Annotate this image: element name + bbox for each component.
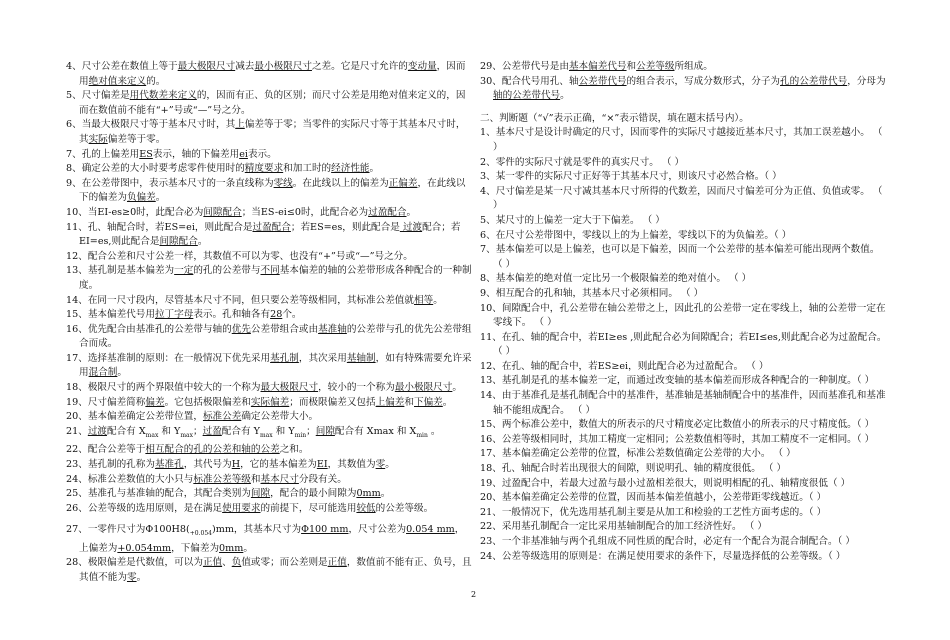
question-text: 。 <box>243 542 253 554</box>
question-number: 18、 <box>66 382 88 394</box>
answer-blank: 正值 <box>202 557 223 569</box>
question-text: 基本偏差代号用 <box>87 309 155 321</box>
answer-blank: 负偏差 <box>126 192 156 204</box>
judgement-question <box>480 389 888 418</box>
judgement-question <box>480 185 888 214</box>
answer-blank: ES <box>139 148 153 160</box>
answer-blank: 公差等级 <box>636 61 675 72</box>
question-text: 在尺寸公差带图中，零线以上的为上偏差，零线以下的为负偏差。（ ） <box>495 229 792 241</box>
question-text: 的公差等级。 <box>375 502 434 514</box>
judgement-questions <box>480 126 888 564</box>
question-text: ，较小的一个称为 <box>318 382 395 394</box>
judgement-question <box>480 156 888 171</box>
question-number: 15、 <box>66 309 88 321</box>
question-text: 的公差带与孔的优先公差带组合而成。 <box>79 323 472 350</box>
fill-in-question <box>66 425 472 444</box>
question-number: 11、 <box>480 331 502 343</box>
answer-blank: 混合制 <box>88 367 118 379</box>
question-text: 。 <box>433 294 443 306</box>
question-text: 公差等级的选用原则，是在满足 <box>87 502 223 514</box>
question-number: 24、 <box>66 473 88 485</box>
question-number: 11、 <box>66 221 88 233</box>
question-number: 23、 <box>480 536 502 547</box>
question-text: 孔、轴配合时若出现很大的间隙，则说明孔、轴的精度很低。 （ ） <box>501 463 787 475</box>
question-text: 。 <box>452 382 462 394</box>
question-text: 的，因而有正、负的区别；而尺寸公差是用绝对值来定义的，因而在数值前不能有“+”号或“—”号之分。 <box>79 90 466 116</box>
subscript: max <box>259 431 273 439</box>
answer-blank: EI <box>316 458 328 470</box>
question-text: ；若ES=es，则此配合是 <box>290 221 400 233</box>
question-number: 14、 <box>66 294 88 306</box>
question-text: 极限偏差是代数值，可以为 <box>87 557 203 569</box>
question-number: 21、 <box>480 506 502 518</box>
judgement-question <box>480 229 888 244</box>
question-text: 值或零；而公差则是 <box>241 557 328 569</box>
question-text: 基本偏差确定公差带的位置，因而基本偏差值越小，公差带距零线越近。（ ） <box>501 492 827 504</box>
question-text: 确定公差带大小。 <box>241 411 319 423</box>
question-number: 8、 <box>66 163 82 175</box>
question-text: ； <box>306 425 316 437</box>
question-text: 分段有关。 <box>298 473 347 485</box>
answer-blank: 轴的公差带代号 <box>493 90 561 102</box>
fill-in-blank-continued <box>480 60 888 104</box>
question-number: 8、 <box>480 273 496 285</box>
answer-blank: 过盈配合 <box>368 206 407 218</box>
question-text: 尺寸公差在数值上等于 <box>81 61 178 72</box>
fill-in-question <box>66 148 472 163</box>
question-text: 配合有 Xmax 和 X <box>334 425 417 437</box>
question-text: 采用基孔制配合一定比采用基轴制配合的加工经济性好。 （ ） <box>501 521 767 533</box>
question-text: ，其次采用 <box>298 352 347 364</box>
fill-in-question <box>66 523 472 556</box>
question-text: ，分母为 <box>847 75 886 87</box>
question-text: 在孔、轴的配合中，若EI≥es ,则此配合必为间隙配合；若EI≤es,则此配合必为过盈配合。 （ ） <box>493 331 887 358</box>
question-number: 24、 <box>480 550 502 562</box>
answer-blank: Φ100 mm <box>301 524 349 536</box>
question-text: 配合有 X <box>107 425 146 437</box>
answer-blank: 零 <box>375 458 386 470</box>
answer-blank: 正偏差 <box>388 177 418 189</box>
answer-blank: 上偏差 <box>375 396 405 408</box>
fill-in-question <box>66 323 472 352</box>
question-number: 19、 <box>480 477 502 489</box>
judgement-question <box>480 433 888 448</box>
answer-blank: 基准孔 <box>154 458 184 470</box>
question-text: 基本偏差确定公差带位置， <box>87 411 203 423</box>
answer-blank: 最大极限尺寸 <box>177 61 236 72</box>
fill-in-question <box>480 75 888 104</box>
question-text: 和加工时的 <box>283 163 332 175</box>
question-text: 一零件尺寸为Φ100H8( <box>87 524 190 536</box>
judgement-question <box>480 287 888 302</box>
question-number: 19、 <box>66 396 88 408</box>
answer-blank: 0mm <box>356 488 381 500</box>
question-text: 确定公差的大小时要考虑零件使用时的 <box>81 163 245 175</box>
question-number: 16、 <box>66 323 88 335</box>
fill-in-question <box>66 118 472 147</box>
answer-blank: 精度要求 <box>244 163 284 175</box>
question-number: 16、 <box>480 433 502 445</box>
question-number: 2、 <box>480 156 496 168</box>
answer-blank: 相互配合的孔的公差和轴的公差 <box>145 444 280 456</box>
question-text: 。 <box>406 206 417 218</box>
judgement-question <box>480 550 888 565</box>
answer-blank: 零线 <box>273 177 293 189</box>
question-text: 孔的上偏差用 <box>81 148 140 160</box>
question-text: ； <box>193 425 203 437</box>
question-text: 之差。它是尺寸允许的 <box>311 61 408 72</box>
question-number: 30、 <box>480 75 502 87</box>
answer-blank: 最小极限尺寸 <box>394 382 453 394</box>
question-text: 和 <box>626 61 637 72</box>
page-number: 2 <box>471 590 477 599</box>
answer-blank: 基本偏差代号 <box>568 61 627 72</box>
question-number: 18、 <box>480 463 502 475</box>
fill-in-question <box>66 294 472 309</box>
judgement-question <box>480 302 888 331</box>
answer-blank: 下偏差 <box>414 396 443 408</box>
question-text: 配合代号用孔、轴 <box>501 75 579 87</box>
fill-in-question <box>66 89 472 118</box>
fill-in-question <box>66 473 472 488</box>
answer-blank: 一定 <box>174 265 194 277</box>
judgement-question <box>480 243 888 272</box>
answer-blank: 优先 <box>231 323 251 335</box>
fill-in-question <box>66 502 472 517</box>
answer-blank: 实际偏差 <box>250 396 290 408</box>
answer-blank: 标准公差 <box>202 411 242 423</box>
question-text: 表示。孔和轴各有 <box>193 309 271 321</box>
question-text: 由于基准孔是基孔制配合中的基准件，基准轴是基轴制配合中的基准件，因而基准孔和基准轴不能组成配合。 （ ） <box>493 390 886 416</box>
answer-blank: 基轴制 <box>346 352 376 364</box>
judgement-question <box>480 520 888 535</box>
question-text: 公差等级选用的原则是：在满足使用要求的条件下，尽量选择低的公差等级。（ ） <box>501 550 846 562</box>
answer-blank: 变动量 <box>407 61 437 72</box>
question-text: 的前提下，尽可能选用 <box>260 502 357 514</box>
answer-blank: 拉丁字母 <box>154 309 194 321</box>
question-number: 13、 <box>66 265 88 277</box>
question-text: ；当ES-ei≤0时，此配合必为 <box>241 206 369 218</box>
question-text: 基孔制是孔的基本偏差一定，而通过改变轴的基本偏差而形成各种配合的一种制度。（ ） <box>501 375 875 387</box>
answer-blank: 最小极限尺寸 <box>254 61 312 72</box>
subscript: min <box>416 431 428 439</box>
answer-blank: ei <box>239 148 248 160</box>
answer-blank: 间隙 <box>315 425 335 437</box>
answer-blank: 过盈配合 <box>252 221 291 233</box>
question-text: 。 <box>197 236 208 248</box>
fill-in-question <box>480 60 888 75</box>
fill-in-question <box>66 458 472 473</box>
judgement-question <box>480 214 888 229</box>
question-text: ；而极限偏差又包括 <box>289 396 376 408</box>
question-number: 6、 <box>66 119 82 131</box>
fill-in-question <box>66 381 472 396</box>
question-text: 。 <box>155 192 166 204</box>
subscript: max <box>180 431 194 439</box>
question-text: 孔、轴配合时，若ES=ei，则此配合是 <box>87 221 253 233</box>
question-text: 在公差带图中，表示基本尺寸的一条直线称为 <box>81 177 274 189</box>
question-text: 某尺寸的上偏差一定大于下偏差。 （ ） <box>495 214 665 226</box>
question-text: 标准公差数值的大小只与 <box>87 473 194 485</box>
question-text: 和 Y <box>272 425 295 437</box>
question-text: ，其代号为 <box>183 458 232 470</box>
question-number: 22、 <box>480 521 502 533</box>
fill-in-question <box>66 443 472 458</box>
question-text: 公差带组合或由 <box>250 323 319 335</box>
question-text: 零件的实际尺寸就是零件的真实尺寸。 （ ） <box>495 156 685 168</box>
judgement-question <box>480 272 888 287</box>
answer-blank: 0mm <box>219 542 244 554</box>
question-text: ，其数值为 <box>327 458 376 470</box>
question-text: 偏差等于零；当零件的实际尺寸等于其基本尺寸时，其 <box>79 119 466 145</box>
question-text: 公差等级相同时，其加工精度一定相同；公差数值相等时，其加工精度不一定相同。（ ） <box>501 433 875 445</box>
question-text: 的孔的公差带与 <box>193 265 261 277</box>
question-text: 在同一尺寸段内，尽管基本尺寸不同，但只要公差等级相同，其标准公差值就 <box>87 294 414 306</box>
answer-blank: 28 <box>270 309 283 321</box>
judgement-question <box>480 418 888 433</box>
answer-blank: 绝对值来定义 <box>88 75 147 87</box>
answer-blank: 基准轴 <box>318 323 347 335</box>
question-text: 的。 <box>146 75 166 87</box>
question-text: 一个非基准轴与两个孔组成不同性质的配合时，必定有一个配合为混合制配合。（ ） <box>501 536 856 547</box>
question-number: 22、 <box>66 444 88 456</box>
question-text: 。在此线以上的偏差为 <box>292 177 389 189</box>
question-text: 某一零件的实际尺寸正好等于其基本尺寸，则该尺寸必然合格。（ ） <box>495 171 782 183</box>
question-text: 过盈配合中，若最大过盈与最小过盈相差很大，则说明相配的孔、轴精度很低（ ） <box>501 477 851 489</box>
question-number: 12、 <box>480 360 502 372</box>
question-text: 减去 <box>235 61 255 72</box>
question-text: 一般情况下，优先选用基孔制主要是从加工和检验的工艺性方面考虑的。（ ） <box>501 506 827 518</box>
question-text: 和 <box>404 396 414 408</box>
question-text: 。 <box>385 458 395 470</box>
question-text: 基本偏差确定公差带的位置，标准公差数值确定公差带的大小。 （ ） <box>501 448 796 460</box>
answer-blank: 用代数差来定义 <box>129 90 197 102</box>
question-text: 之和。 <box>279 444 309 456</box>
question-text: 。它包括极限偏差和 <box>164 396 251 408</box>
judgement-question <box>480 535 888 550</box>
judgement-question <box>480 360 888 375</box>
answer-blank: 间隙配合 <box>159 236 198 248</box>
question-number: 9、 <box>480 287 496 299</box>
fill-in-question <box>66 221 472 250</box>
judgement-question <box>480 477 888 492</box>
answer-blank: 过盈 <box>202 425 222 437</box>
question-text: 基本尺寸是设计时确定的尺寸，因而零件的实际尺寸越接近基本尺寸，其加工误差越小。 （ ） <box>493 127 883 153</box>
question-text: 在孔、轴的配合中，若ES≥ei，则此配合必为过盈配合。 （ ） <box>501 360 769 372</box>
answer-blank: 0.054 mm <box>406 524 455 536</box>
fill-in-question <box>66 162 472 177</box>
judgement-question <box>480 491 888 506</box>
question-text: 。 <box>380 488 391 500</box>
question-text: 配合；若EI=es,则此配合是 <box>79 221 461 248</box>
question-text: 间隙配合中，孔公差带在轴公差带之上，因此孔的公差带一定在零线上，轴的公差带一定在零线下。 （ ） <box>493 302 886 329</box>
subscript: max <box>145 431 159 439</box>
judgement-question <box>480 374 888 389</box>
judgement-question <box>480 126 888 155</box>
question-number: 26、 <box>66 502 88 514</box>
question-number: 10、 <box>66 206 88 218</box>
answer-blank: 上 <box>235 119 245 131</box>
right-column <box>480 60 888 564</box>
question-text: 优先配合由基准孔的公差带与轴的 <box>87 323 232 335</box>
answer-blank: 公差带代号 <box>578 75 627 87</box>
question-text: 。 <box>136 572 147 583</box>
fill-in-question <box>66 177 472 206</box>
question-text: 。 <box>117 367 127 379</box>
question-number: 9、 <box>66 177 82 189</box>
fill-in-question <box>66 352 472 381</box>
question-text: 配合公差等于 <box>87 444 146 456</box>
answer-blank: 最大极限尺寸 <box>260 382 319 394</box>
answer-blank: 偏差 <box>145 396 165 408</box>
question-text: 和 <box>250 473 261 485</box>
answer-blank: 零 <box>126 572 137 583</box>
subscript: +0.054 <box>189 530 212 538</box>
question-text: 。 <box>442 396 453 408</box>
question-text: 公差带代号是由 <box>501 61 569 72</box>
question-text: 和 Y <box>158 425 181 437</box>
answer-blank: 孔的公差带代号 <box>780 75 848 87</box>
answer-blank: 使用要求 <box>222 502 261 514</box>
question-text: 选择基准制的原则：在一般情况下优先采用 <box>87 352 271 364</box>
question-text: ，数值前不能有正、负号，且其值不能为 <box>79 557 472 583</box>
question-text: ，尺寸公差为 <box>348 524 407 536</box>
answer-blank: 负 <box>231 557 242 569</box>
judgement-question <box>480 331 888 360</box>
fill-in-question <box>66 308 472 323</box>
question-number: 21、 <box>66 425 88 437</box>
question-number: 4、 <box>66 61 82 72</box>
question-text: 基准孔与基准轴的配合，其配合类别为 <box>87 488 251 500</box>
answer-blank: 间隙 <box>250 488 271 500</box>
question-number: 3、 <box>480 171 496 183</box>
question-text: 所组成。 <box>674 61 713 72</box>
question-number: 29、 <box>480 61 502 72</box>
question-text: 两个标准公差中，数值大的所表示的尺寸精度必定比数值小的所表示的尺寸精度低。（ ） <box>501 419 875 431</box>
question-text: 尺寸偏差是 <box>81 90 130 102</box>
answer-blank: 间隙配合 <box>203 206 242 218</box>
fill-in-question <box>66 206 472 221</box>
fill-in-question <box>66 60 472 89</box>
left-column <box>66 60 472 586</box>
fill-in-question <box>66 556 472 585</box>
question-text: 基本偏差的绝对值一定比另一个极限偏差的绝对值小。 （ ） <box>495 273 752 285</box>
fill-in-question <box>66 250 472 265</box>
answer-blank: 相等 <box>414 294 434 306</box>
question-number: 28、 <box>66 557 88 569</box>
judgement-question <box>480 462 888 477</box>
answer-blank: 经济性能 <box>331 163 370 175</box>
question-number: 10、 <box>480 302 502 314</box>
fill-in-question <box>66 264 472 293</box>
question-text: 表示，轴的下偏差用 <box>152 148 240 160</box>
question-text: 当EI-es≥0时，此配合必为 <box>87 206 204 218</box>
question-number: 17、 <box>66 352 88 364</box>
question-text: 基本偏差的轴的公差带形成各种配合的一种制度。 <box>79 265 472 291</box>
question-number: 25、 <box>66 488 88 500</box>
answer-blank: 基本尺寸 <box>260 473 299 485</box>
question-text: 尺寸偏差是某一尺寸减其基本尺寸所得的代数差，因而尺寸偏差可分为正值、负值或零。 （ ） <box>493 185 883 212</box>
judgement-question <box>480 170 888 185</box>
question-number: 17、 <box>480 448 502 460</box>
question-text: ，配合的最小间隙为 <box>270 488 357 500</box>
question-number: 5、 <box>480 214 496 226</box>
answer-blank: 实际 <box>88 133 108 145</box>
question-number: 15、 <box>480 419 502 431</box>
question-text: ，下偏差为 <box>171 542 220 554</box>
question-text: 基孔制是基本偏差为 <box>87 265 175 277</box>
fill-in-question <box>66 487 472 502</box>
question-text: ，它的基本偏差为 <box>240 458 317 470</box>
question-text: 的组合表示，写成分数形式，分子为 <box>626 75 781 87</box>
question-text: 基孔制的孔称为 <box>87 458 155 470</box>
question-text: 基本偏差可以是上偏差，也可以是下偏差，因而一个公差带的基本偏差可能出现两个数值。 （ ） <box>493 244 880 270</box>
question-number: 7、 <box>66 148 82 160</box>
answer-blank: 过渡 <box>87 425 107 437</box>
question-number: 5、 <box>66 90 82 102</box>
question-text: 表示。 <box>247 148 277 160</box>
answer-blank: +0.054mm <box>117 542 172 554</box>
question-number: 20、 <box>66 411 88 423</box>
answer-blank: 正值 <box>327 557 347 569</box>
question-text: 。 <box>369 163 380 175</box>
answer-blank: 较低 <box>356 502 376 514</box>
question-text: 尺寸偏差简称 <box>87 396 146 408</box>
question-text: ，因而用 <box>79 61 466 87</box>
question-number: 12、 <box>66 250 88 262</box>
question-text: ，上偏差为 <box>79 524 465 554</box>
question-text: 相互配合的孔和轴，其基本尺寸必须相同。 （ ） <box>495 287 704 299</box>
question-number: 7、 <box>480 244 496 256</box>
answer-blank: 基孔制 <box>270 352 299 364</box>
question-text: 。 <box>427 425 441 437</box>
fill-in-question <box>66 396 472 411</box>
question-text: 配合公差和尺寸公差一样，其数值不可以为零、也没有“+”号或“—”号之分。 <box>87 250 413 262</box>
question-text: 偏差等于零。 <box>107 133 166 145</box>
question-text: 极限尺寸的两个界限值中较大的一个称为 <box>87 382 261 394</box>
question-text: 配合有 Y <box>221 425 260 437</box>
question-number: 13、 <box>480 375 502 387</box>
question-text: 、 <box>222 557 232 569</box>
judgement-question <box>480 447 888 462</box>
question-number: 14、 <box>480 390 502 402</box>
question-number: 20、 <box>480 492 502 504</box>
question-text: ，如有特殊需要允许采用 <box>79 352 472 379</box>
subscript: min <box>294 431 307 439</box>
question-text: 个。 <box>282 309 302 321</box>
judgement-question <box>480 506 888 521</box>
question-text: ，在此线以下的偏差为 <box>79 177 466 204</box>
answer-blank: 过渡 <box>399 221 423 233</box>
section-title-judgement: 二、判断题（“√”表示正确，“×”表示错误，填在题末括号内）。 <box>480 112 749 124</box>
question-text: )mm，其基本尺寸为 <box>211 524 302 536</box>
question-number: 6、 <box>480 229 496 241</box>
question-number: 23、 <box>66 458 88 470</box>
question-number: 27、 <box>66 524 88 536</box>
answer-blank: 标准公差等级 <box>193 473 251 485</box>
question-text: 。 <box>560 90 570 102</box>
fill-in-question <box>66 410 472 425</box>
answer-blank: H <box>231 458 241 470</box>
question-number: 4、 <box>480 185 496 197</box>
answer-blank: 不同 <box>260 265 280 277</box>
question-number: 1、 <box>480 127 496 139</box>
question-text: 当最大极限尺寸等于基本尺寸时，其 <box>81 119 236 131</box>
